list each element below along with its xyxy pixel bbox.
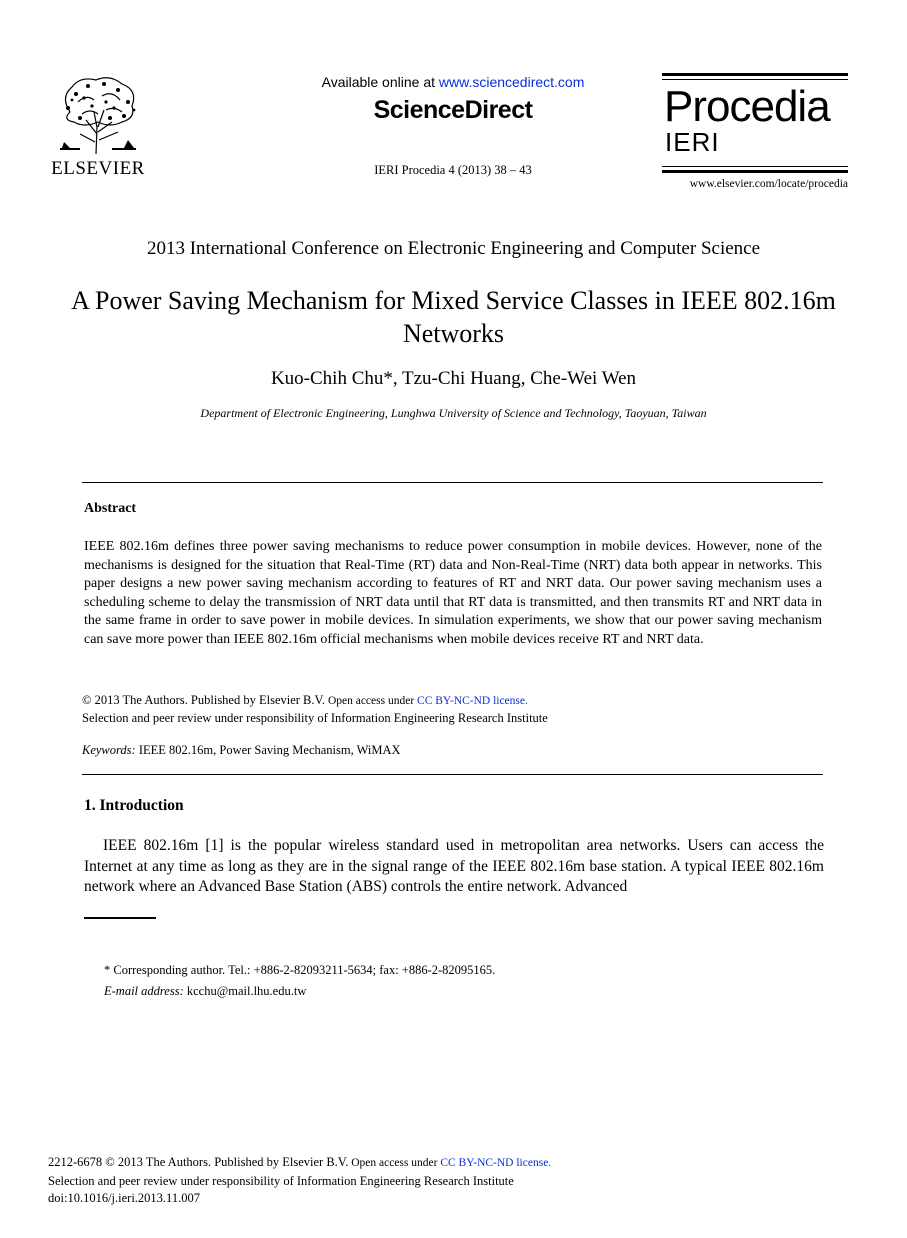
bottom-peer-review: Selection and peer review under responsibility of Information Engineering Research Institute (48, 1173, 514, 1188)
bottom-matter (48, 1154, 848, 1208)
procedia-word: Procedia (664, 82, 830, 131)
corresponding-author: * Corresponding author. Tel.: +886-2-82093211-5634; fax: +886-2-82095165. (104, 963, 496, 977)
procedia-top-thin-rule (662, 79, 848, 80)
elsevier-logo (50, 72, 146, 180)
copyright-line: © 2013 The Authors. Published by Elsevier B.V. (82, 693, 326, 707)
issn-copyright: 2212-6678 © 2013 The Authors. Published by Elsevier B.V. (48, 1155, 349, 1169)
introduction-body: IEEE 802.16m [1] is the popular wireless standard used in metropolitan area networks. Users can access the Internet at any time as long as they are in the signal range of the IEEE 802.16m base station. A typical IEEE 802.16m network where an Advanced Base Station (ABS) controls the entire network. Advanced (84, 837, 824, 895)
license-link[interactable]: CC BY-NC-ND license. (417, 695, 528, 707)
procedia-sub: IERI (665, 127, 720, 157)
footnote-rule (84, 917, 156, 919)
copyright-block (82, 692, 822, 727)
keywords (82, 743, 822, 758)
abstract-body: IEEE 802.16m defines three power saving mechanisms to reduce power consumption in mobile devices. However, none of the mechanisms is designed for the situation that Real-Time (RT) data and Non-Real-Time (NRT) data both appear in networks. This paper designs a new power saving mechanism according to features of RT and NRT data. Our power saving mechanism uses a scheduling scheme to delay the transmission of NRT data until that RT data is transmitted, and then transmits RT and NRT data in the same frame in order to save power in mobile devices. In simulation experiments, we show that our power saving mechanism can save more power than IEEE 802.16m official mechanisms when mobile devices receive RT and NRT data. (84, 539, 822, 647)
email-address[interactable]: kcchu@mail.lhu.edu.tw (183, 984, 307, 998)
affiliation: Department of Electronic Engineering, Lunghwa University of Science and Technology, Taoyuan, Taiwan (200, 406, 707, 420)
sciencedirect-logo: ScienceDirect (373, 96, 533, 124)
procedia-url[interactable]: www.elsevier.com/locate/procedia (689, 178, 848, 190)
available-prefix: Available online at (321, 74, 439, 90)
section-heading: 1. Introduction (84, 797, 184, 814)
open-access-text: Open access under (325, 695, 418, 707)
email-line (104, 984, 306, 999)
abstract-top-rule (82, 482, 823, 483)
publisher-name: ELSEVIER (51, 158, 145, 179)
doi[interactable]: doi:10.1016/j.ieri.2013.11.007 (48, 1191, 200, 1205)
abstract-bottom-rule (82, 774, 823, 775)
keywords-label: Keywords: (82, 743, 136, 757)
available-online (200, 74, 706, 90)
abstract-heading: Abstract (84, 501, 137, 516)
authors: Kuo-Chih Chu*, Tzu-Chi Huang, Che-Wei Wen (270, 368, 637, 389)
peer-review-line: Selection and peer review under responsibility of Information Engineering Research Institute (82, 711, 548, 725)
procedia-logo (662, 73, 848, 193)
conference-name: 2013 International Conference on Electronic Engineering and Computer Science (146, 238, 761, 259)
email-label: E-mail address: (104, 984, 184, 998)
procedia-bottom-rule (662, 170, 848, 173)
procedia-top-rule (662, 73, 848, 76)
procedia-bottom-thin-rule (662, 166, 848, 167)
paper-title: A Power Saving Mechanism for Mixed Service Classes in IEEE 802.16m Networks (71, 286, 836, 348)
sciencedirect-link[interactable]: www.sciencedirect.com (438, 74, 585, 90)
keywords-values: IEEE 802.16m, Power Saving Mechanism, WiMAX (135, 743, 401, 757)
journal-reference: IERI Procedia 4 (2013) 38 – 43 (374, 163, 532, 177)
bottom-license-link[interactable]: CC BY-NC-ND license. (440, 1157, 552, 1169)
bottom-open-access: Open access under (348, 1157, 441, 1169)
elsevier-tree-icon (50, 72, 146, 156)
